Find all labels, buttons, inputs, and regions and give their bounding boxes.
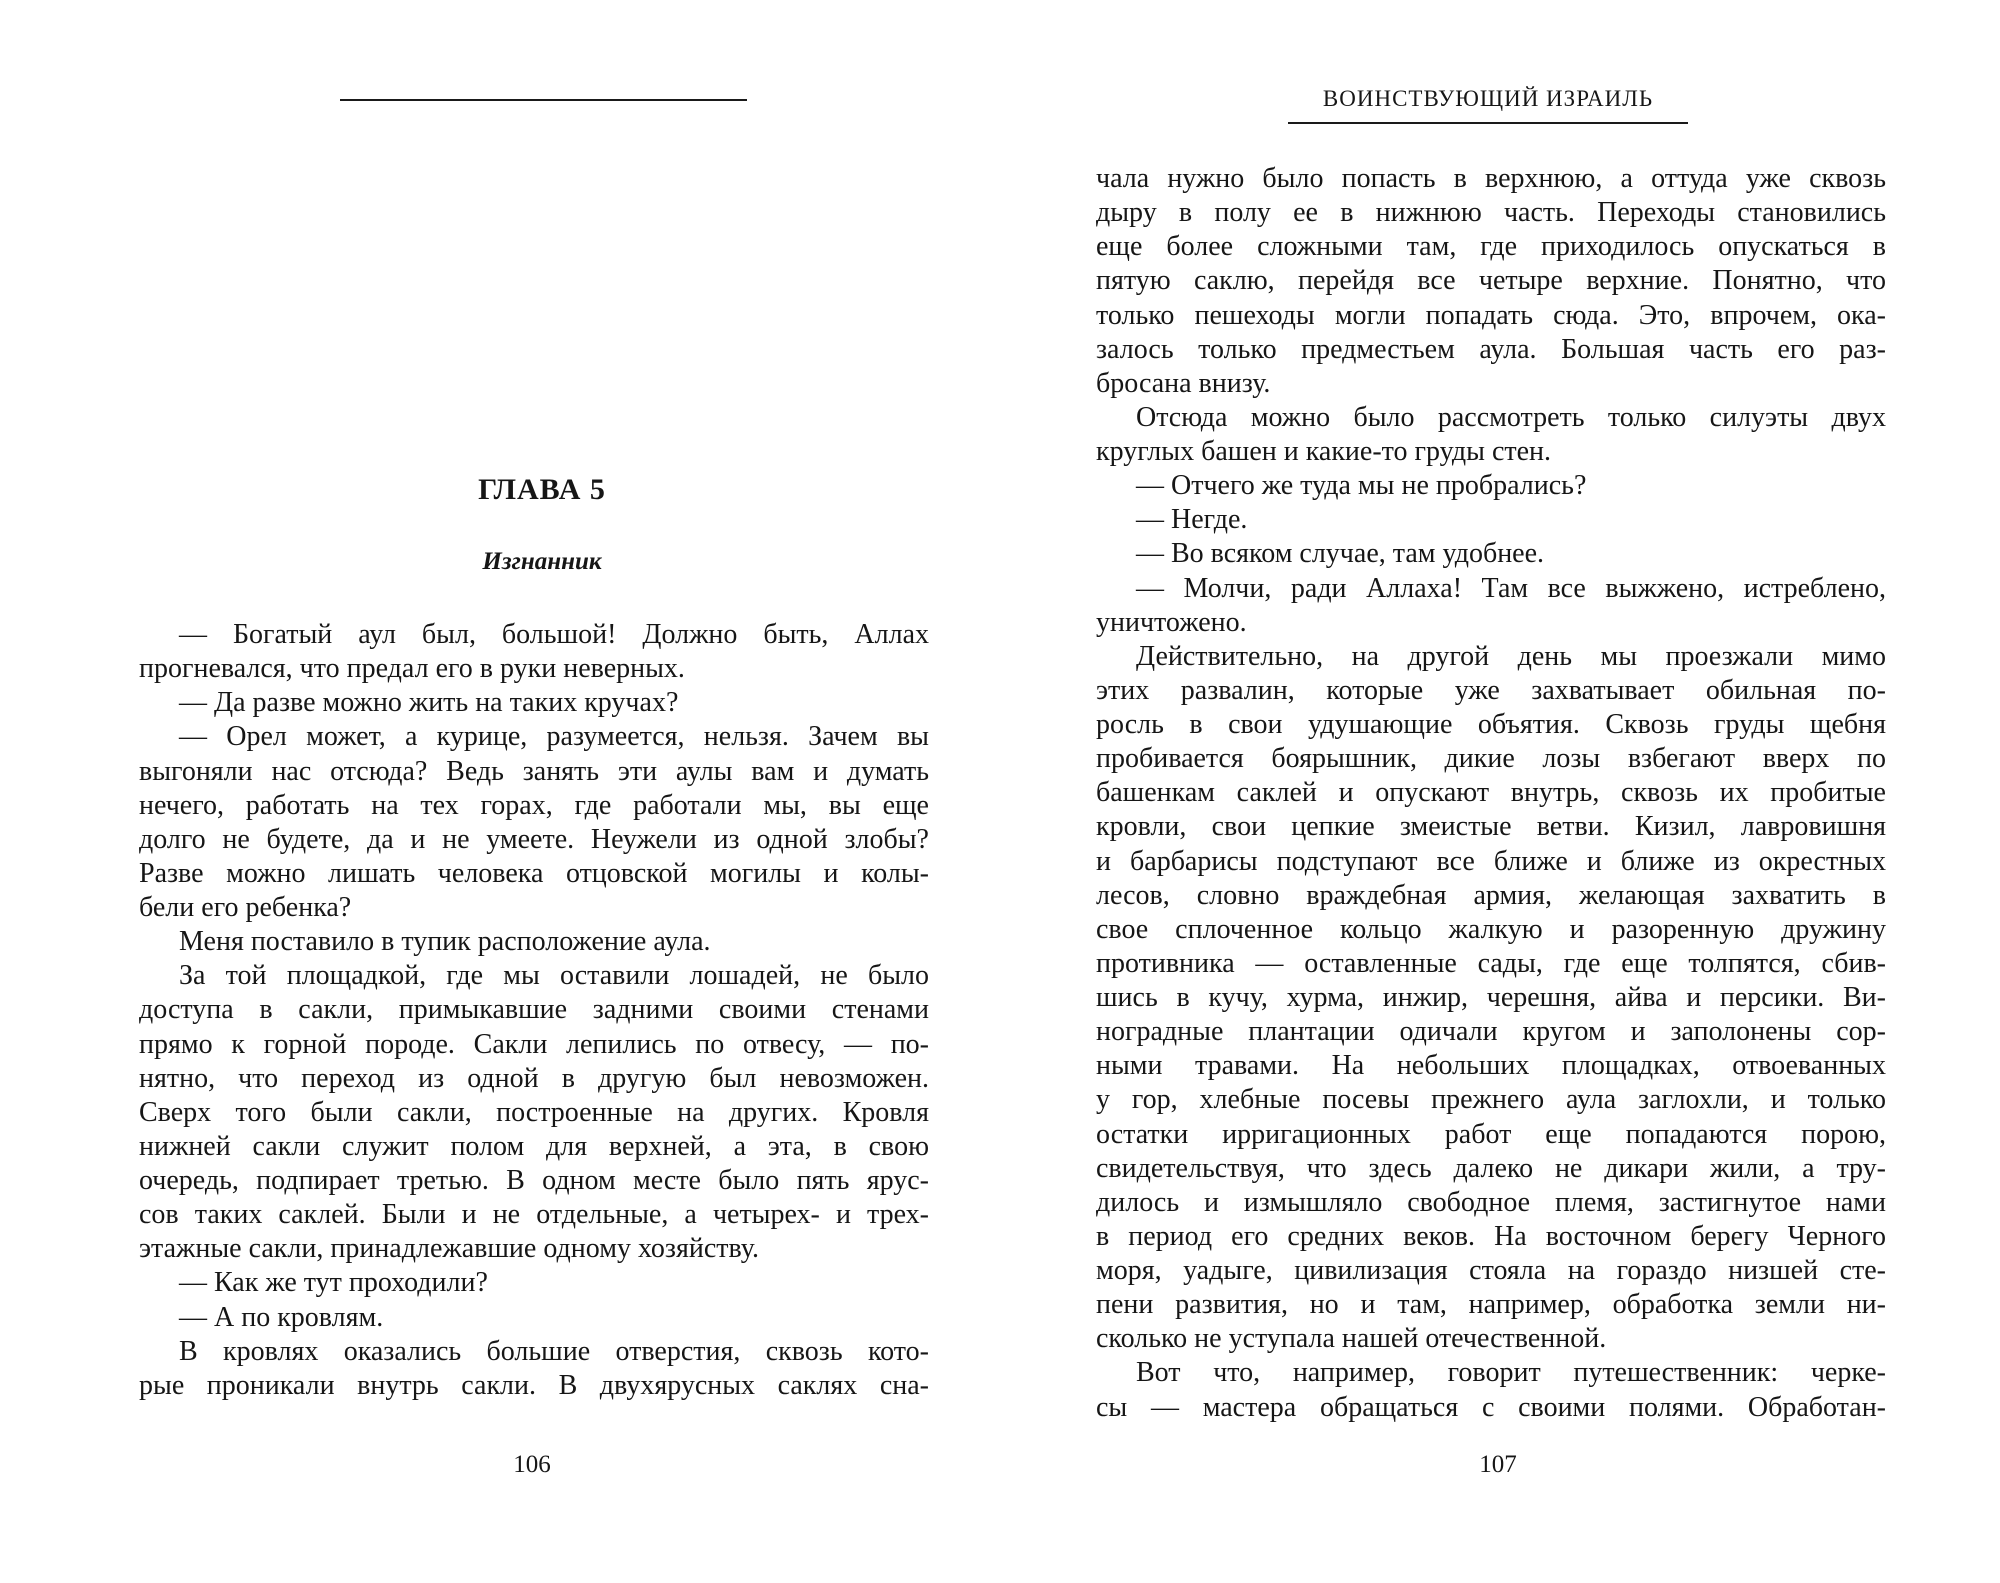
text-line: кровли, свои цепкие змеистые ветви. Кизил, лавровишня <box>1096 811 1886 843</box>
text-line: — Во всяком случае, там удобнее. <box>1136 538 1545 570</box>
chapter-title: ГЛАВА 5 <box>478 473 606 506</box>
text-line: круглых башен и какие-то груды стен. <box>1096 436 1552 467</box>
text-line: выгоняли нас отсюда? Ведь занять эти аулы вам и думать <box>139 755 929 787</box>
text-line: свидетельствуя, что здесь далеко не дикари жили, а тру- <box>1096 1152 1886 1184</box>
text-line: — Орел может, а курице, разумеется, нельзя. Зачем вы <box>179 721 929 753</box>
text-line: пробивается боярышник, дикие лозы взбегают вверх по <box>1096 743 1886 775</box>
text-line: дыру в полу ее в нижнюю часть. Переходы становились <box>1096 197 1886 229</box>
text-line: бросана внизу. <box>1096 367 1271 399</box>
text-line: пени развития, но и там, например, обработка земли ни- <box>1096 1289 1886 1321</box>
text-line: лесов, словно враждебная армия, желающая захватить в <box>1096 879 1886 911</box>
text-line: этих развалин, которые уже захватывает обильная по- <box>1096 674 1886 706</box>
text-line: очередь, подпирает третью. В одном месте было пять ярус- <box>139 1165 929 1196</box>
text-line: — Негде. <box>1136 504 1248 536</box>
text-line: Разве можно лишать человека отцовской могилы и колы- <box>139 857 929 889</box>
chapter-subtitle: Изгнанник <box>482 548 602 575</box>
text-line: рые проникали внутрь сакли. В двухярусных саклях сна- <box>139 1369 929 1401</box>
text-line: шись в кучу, хурма, инжир, черешня, айва и персики. Ви- <box>1096 982 1886 1013</box>
text-line: остатки ирригационных работ еще попадаются порою, <box>1096 1118 1886 1150</box>
text-line: ными травами. На небольших площадках, отвоеванных <box>1096 1050 1886 1082</box>
text-line: прогневался, что предал его в руки неверных. <box>139 653 685 685</box>
text-line: долго не будете, да и не умеете. Неужели из одной злобы? <box>139 823 929 855</box>
text-line: свое сплоченное кольцо жалкую и разоренную дружину <box>1096 913 1886 945</box>
text-line: нечего, работать на тех горах, где работали мы, вы еще <box>139 789 929 821</box>
text-line: За той площадкой, где мы оставили лошадей, не было <box>179 960 929 992</box>
text-line: только пешеходы могли попадать сюда. Это, впрочем, ока- <box>1096 299 1886 331</box>
text-line: моря, уадыге, цивилизация стояла на гораздо низшей сте- <box>1096 1255 1886 1286</box>
text-line: дилось и измышляло свободное племя, застигнутое нами <box>1096 1186 1886 1218</box>
text-line: башенкам саклей и опускают внутрь, сквозь их пробитые <box>1096 777 1886 809</box>
page-number-left: 106 <box>513 1451 551 1478</box>
text-line: пятую саклю, перейдя все четыре верхние. Понятно, что <box>1096 265 1886 297</box>
text-line: уничтожено. <box>1096 606 1247 638</box>
text-line: чала нужно было попасть в верхнюю, а оттуда уже сквозь <box>1096 163 1886 194</box>
text-line: нятно, что переход из одной в другую был невозможен. <box>139 1062 929 1094</box>
text-line: — Да разве можно жить на таких кручах? <box>179 687 679 719</box>
text-line: противника — оставленные сады, где еще толпятся, сбив- <box>1096 947 1886 979</box>
right-page <box>1000 0 2000 1583</box>
text-line: в период его средних веков. На восточном берегу Черного <box>1096 1220 1886 1252</box>
text-line: росль в свои удушающие объятия. Сквозь груды щебня <box>1096 709 1886 740</box>
text-line: и барбарисы подступают все ближе и ближе из окрестных <box>1096 845 1886 877</box>
text-line: сы — мастера обращаться с своими полями. Обработан- <box>1096 1391 1886 1423</box>
page-number-right: 107 <box>1479 1451 1517 1478</box>
text-line: доступа в сакли, примыкавшие задними своими стенами <box>139 994 929 1026</box>
text-line: нижней сакли служит полом для верхней, а эта, в свою <box>139 1130 929 1162</box>
right-body-text <box>1096 162 1886 1425</box>
text-line: В кровлях оказались большие отверстия, сквозь кото- <box>179 1335 929 1367</box>
text-line: Отсюда можно было рассмотреть только силуэты двух <box>1136 401 1886 433</box>
text-line: у гор, хлебные посевы прежнего аула заглохли, и только <box>1096 1084 1886 1116</box>
text-line: — Как же тут проходили? <box>179 1267 488 1299</box>
text-line: — Отчего же туда мы не пробрались? <box>1136 470 1587 502</box>
text-line: Вот что, например, говорит путешественник: черке- <box>1136 1357 1886 1389</box>
text-line: бели его ребенка? <box>139 892 352 923</box>
right-header-rule <box>1288 122 1688 124</box>
text-line: Действительно, на другой день мы проезжали мимо <box>1136 640 1886 672</box>
text-line: сов таких саклей. Были и не отдельные, а четырех- и трех- <box>139 1199 929 1231</box>
text-line: — Богатый аул был, большой! Должно быть, Аллах <box>179 619 929 650</box>
text-line: Сверх того были сакли, построенные на других. Кровля <box>139 1096 929 1128</box>
text-line: прямо к горной породе. Сакли лепились по отвесу, — по- <box>139 1028 929 1060</box>
text-line: еще более сложными там, где приходилось опускаться в <box>1096 231 1886 263</box>
running-head: ВОИНСТВУЮЩИЙ ИЗРАИЛЬ <box>1322 86 1654 111</box>
text-line: сколько не уступала нашей отечественной. <box>1096 1323 1607 1355</box>
text-line: этажные сакли, принадлежавшие одному хозяйству. <box>139 1233 759 1265</box>
text-line: — А по кровлям. <box>179 1301 384 1333</box>
left-body-text <box>139 618 929 1403</box>
text-line: Меня поставило в тупик расположение аула. <box>179 926 711 958</box>
text-line: ноградные плантации одичали кругом и заполонены сор- <box>1096 1016 1886 1048</box>
text-line: залось только предместьем аула. Большая часть его раз- <box>1096 333 1886 365</box>
text-line: — Молчи, ради Аллаха! Там все выжжено, истреблено, <box>1136 572 1886 604</box>
left-header-rule <box>340 99 747 101</box>
